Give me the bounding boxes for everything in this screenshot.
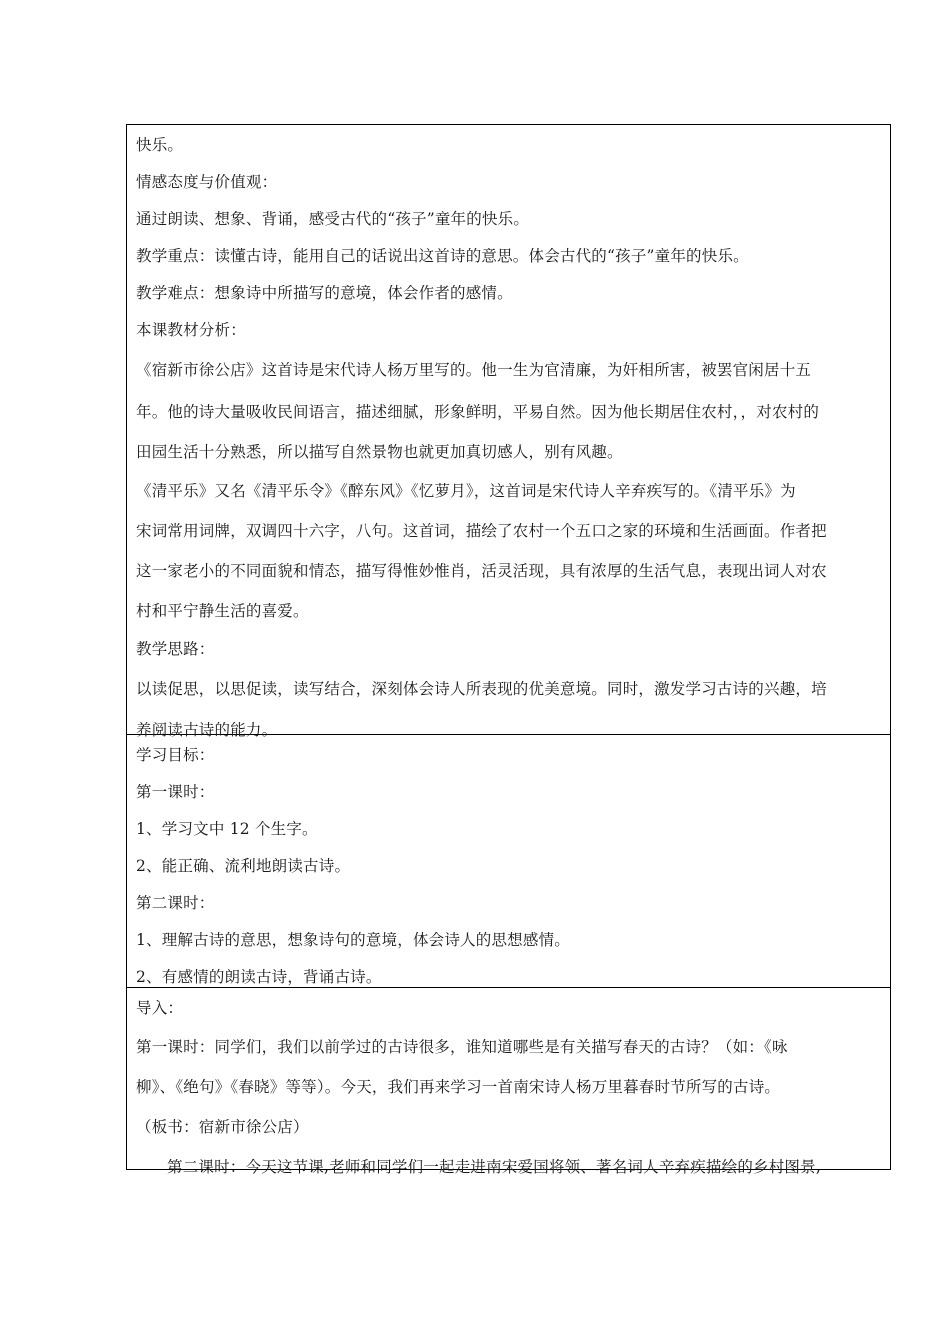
- text-line: 1、理解古诗的意思，想象诗句的意境，体会诗人的思想感情。: [136, 931, 570, 949]
- thinking-title: 教学思路：: [136, 640, 215, 658]
- text-line: 第二课时：: [136, 894, 215, 912]
- text-line: 学习目标：: [136, 746, 215, 764]
- analysis-line: 这一家老小的不同面貌和情态，描写得惟妙惟肖，活灵活现，具有浓厚的生活气息，表现出词人对农: [136, 562, 827, 580]
- objectives-analysis-cell: [127, 125, 890, 739]
- text-line: 2、能正确、流利地朗读古诗。: [136, 857, 351, 875]
- analysis-line: 村和平宁静生活的喜爱。: [136, 602, 309, 620]
- text-line: 教学难点：想象诗中所描写的意境，体会作者的感情。: [136, 284, 513, 302]
- text-line: 教学重点：读懂古诗，能用自己的话说出这首诗的意思。体会古代的“孩子”童年的快乐。: [136, 247, 749, 265]
- lesson-plan-table: [126, 124, 891, 1176]
- analysis-line: 年。他的诗大量吸收民间语言，描述细腻，形象鲜明，平易自然。因为他长期居住农村，，对农村的: [136, 403, 820, 421]
- analysis-line: 《宿新市徐公店》这首诗是宋代诗人杨万里写的。他一生为官清廉，为奸相所害，被罢官闲居十五: [136, 361, 812, 379]
- intro-line: 第二课时：今天这节课,老师和同学们一起走进南宋爱国将领、著名词人辛弃疾描绘的乡村图景,: [167, 1158, 821, 1176]
- thinking-line: 以读促思，以思促读，读写结合，深刻体会诗人所表现的优美意境。同时，激发学习古诗的兴趣，培: [136, 680, 827, 698]
- analysis-line: 田园生活十分熟悉，所以描写自然景物也就更加真切感人，别有风趣。: [136, 443, 623, 461]
- board-note: （板书：宿新市徐公店）: [136, 1118, 309, 1136]
- text-line: 通过朗读、想象、背诵，感受古代的“孩子”童年的快乐。: [136, 210, 530, 228]
- intro-line: 柳》、《绝句》《春晓》等等）。今天，我们再来学习一首南宋诗人杨万里暮春时节所写的古诗。: [136, 1078, 781, 1096]
- text-line: 本课教材分析：: [136, 321, 246, 339]
- text-line: 快乐。: [136, 136, 184, 154]
- analysis-line: 宋词常用词牌，双调四十六字，八句。这首词，描绘了农村一个五口之家的环境和生活画面。作者把: [136, 522, 827, 540]
- intro-line: 第一课时：同学们，我们以前学过的古诗很多，谁知道哪些是有关描写春天的古诗？（如：《咏: [136, 1038, 788, 1056]
- text-line: 情感态度与价值观：: [136, 173, 278, 191]
- text-line: 第一课时：: [136, 783, 215, 801]
- thinking-line: 养阅读古诗的能力。: [136, 721, 278, 739]
- text-line: 2、有感情的朗读古诗，背诵古诗。: [136, 968, 382, 986]
- analysis-line: 《清平乐》又名《清平乐令》《醉东风》《忆萝月》，这首词是宋代诗人辛弃疾写的。《清平乐》为: [136, 482, 796, 500]
- learning-goals-cell: [127, 734, 890, 987]
- intro-title: 导入：: [136, 999, 184, 1017]
- text-line: 1、学习文中 12 个生字。: [136, 820, 318, 838]
- introduction-cell: [127, 987, 890, 1176]
